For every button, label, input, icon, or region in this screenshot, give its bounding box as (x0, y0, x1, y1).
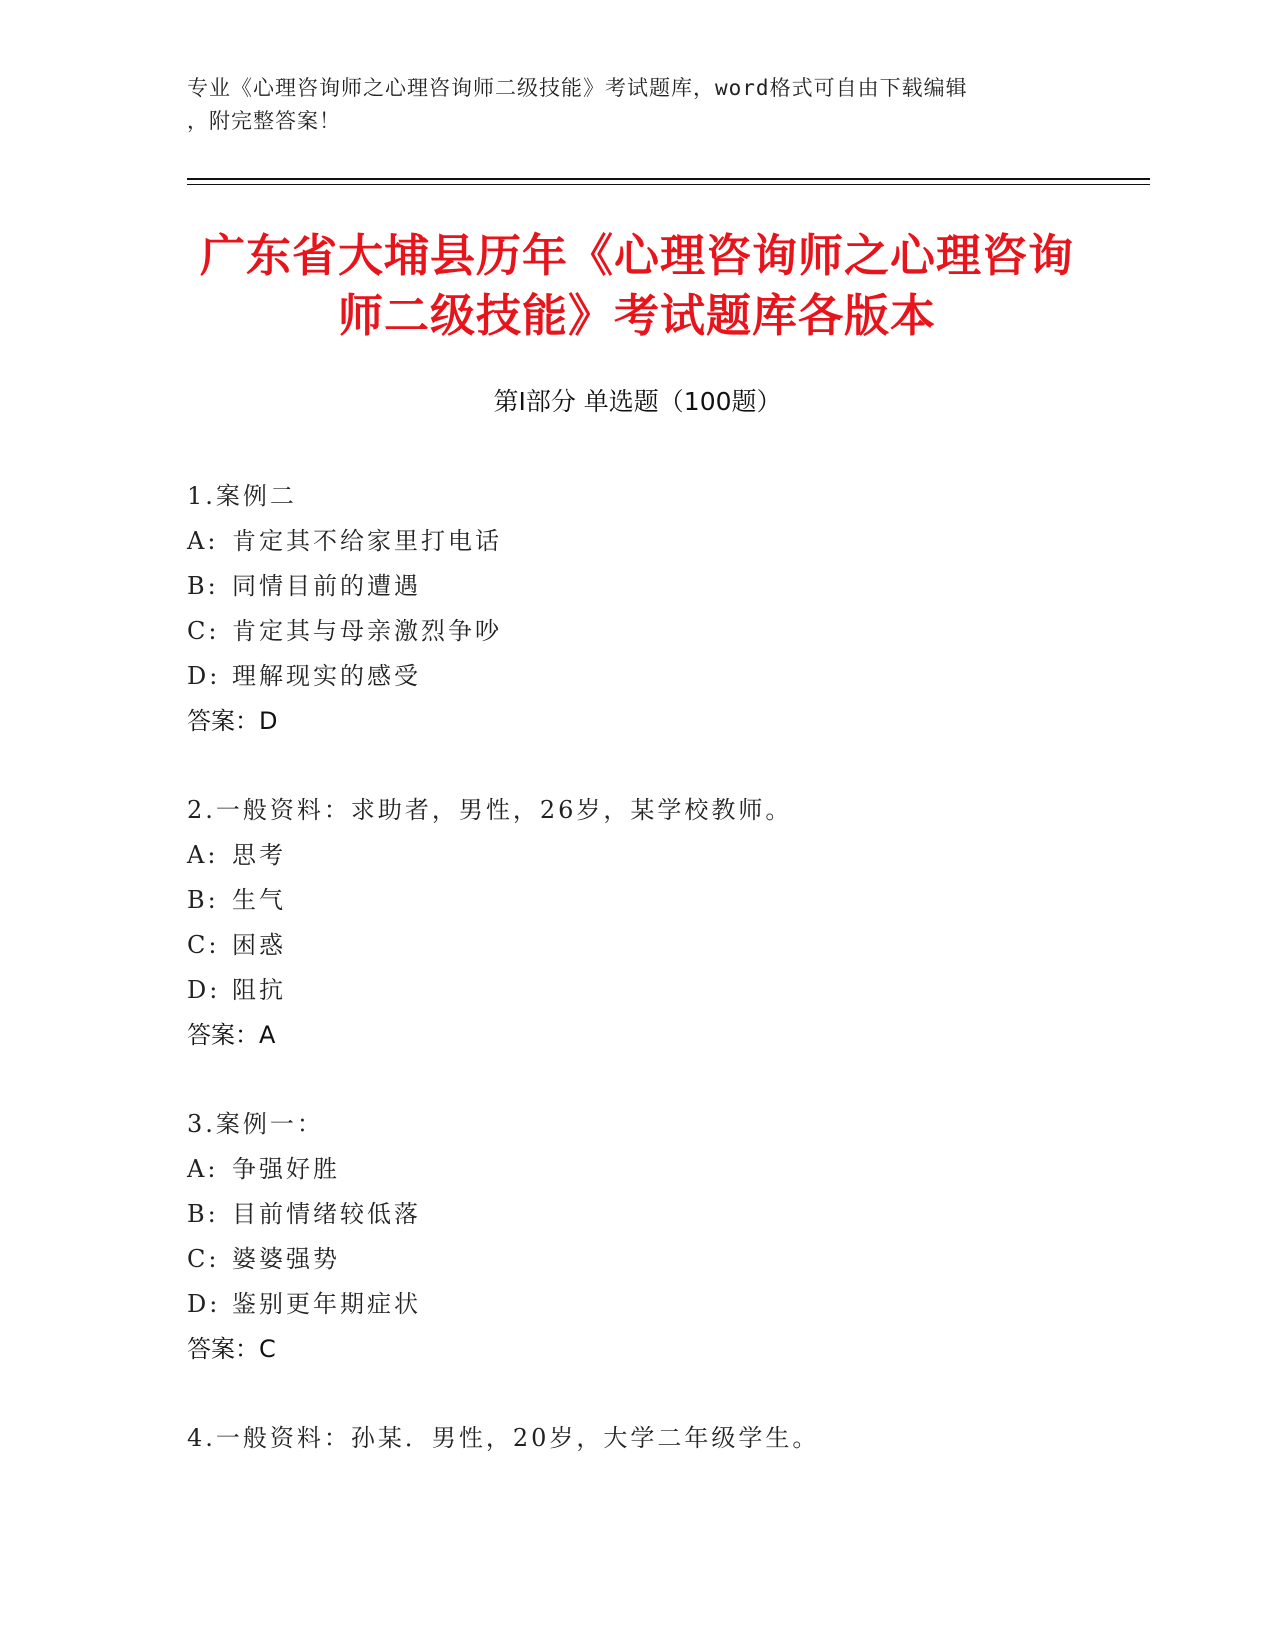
option-text: 争强好胜 (232, 1155, 340, 1183)
option-letter: D: (187, 976, 221, 1004)
question-list (187, 474, 1137, 1505)
option-text: 生气 (232, 886, 286, 914)
option-letter: B: (187, 886, 219, 914)
option-text: 肯定其与母亲激烈争吵 (232, 617, 502, 645)
header-note-line-2: ，附完整答案！ (187, 109, 341, 133)
option-letter: C: (187, 931, 220, 959)
option-d (187, 654, 1137, 699)
option-text: 鉴别更年期症状 (232, 1290, 421, 1318)
header-divider-thin (187, 184, 1150, 185)
option-b (187, 1192, 1137, 1237)
option-text: 理解现实的感受 (232, 662, 421, 690)
option-letter: B: (187, 1200, 219, 1228)
question-2 (187, 788, 1137, 1058)
option-a (187, 1147, 1137, 1192)
question-stem: 1.案例二 (187, 482, 297, 510)
section-heading: 第Ⅰ部分 单选题（100题） (493, 387, 782, 416)
option-text: 婆婆强势 (232, 1245, 340, 1273)
answer: 答案：A (187, 1021, 276, 1049)
option-letter: D: (187, 662, 221, 690)
answer: 答案：D (187, 707, 278, 735)
question-1 (187, 474, 1137, 744)
document-title (137, 226, 1137, 346)
option-letter: A: (187, 527, 219, 555)
option-text: 困惑 (232, 931, 286, 959)
option-letter: A: (187, 841, 219, 869)
header-note-line-1: 专业《心理咨询师之心理咨询师二级技能》考试题库，word格式可自由下载编辑 (187, 76, 968, 100)
document-title-line-2: 师二级技能》考试题库各版本 (337, 289, 936, 342)
option-b (187, 564, 1137, 609)
option-c (187, 923, 1137, 968)
option-d (187, 968, 1137, 1013)
question-4 (187, 1416, 1137, 1461)
option-c (187, 1237, 1137, 1282)
option-text: 目前情绪较低落 (232, 1200, 421, 1228)
option-text: 思考 (232, 841, 286, 869)
option-c (187, 609, 1137, 654)
question-3 (187, 1102, 1137, 1372)
option-letter: C: (187, 1245, 220, 1273)
option-letter: A: (187, 1155, 219, 1183)
question-stem: 2.一般资料：求助者，男性，26岁，某学校教师。 (187, 796, 793, 824)
option-text: 同情目前的遭遇 (232, 572, 421, 600)
header-divider-thick (187, 178, 1150, 180)
document-title-line-1: 广东省大埔县历年《心理咨询师之心理咨询 (199, 229, 1074, 282)
option-a (187, 519, 1137, 564)
option-b (187, 878, 1137, 923)
option-a (187, 833, 1137, 878)
answer: 答案：C (187, 1335, 276, 1363)
option-letter: B: (187, 572, 219, 600)
header-note (187, 72, 1097, 138)
option-d (187, 1282, 1137, 1327)
option-text: 阻抗 (232, 976, 286, 1004)
option-text: 肯定其不给家里打电话 (232, 527, 502, 555)
option-letter: D: (187, 1290, 221, 1318)
question-stem: 3.案例一： (187, 1110, 324, 1138)
question-stem: 4.一般资料：孙某．男性，20岁，大学二年级学生。 (187, 1424, 820, 1452)
option-letter: C: (187, 617, 220, 645)
